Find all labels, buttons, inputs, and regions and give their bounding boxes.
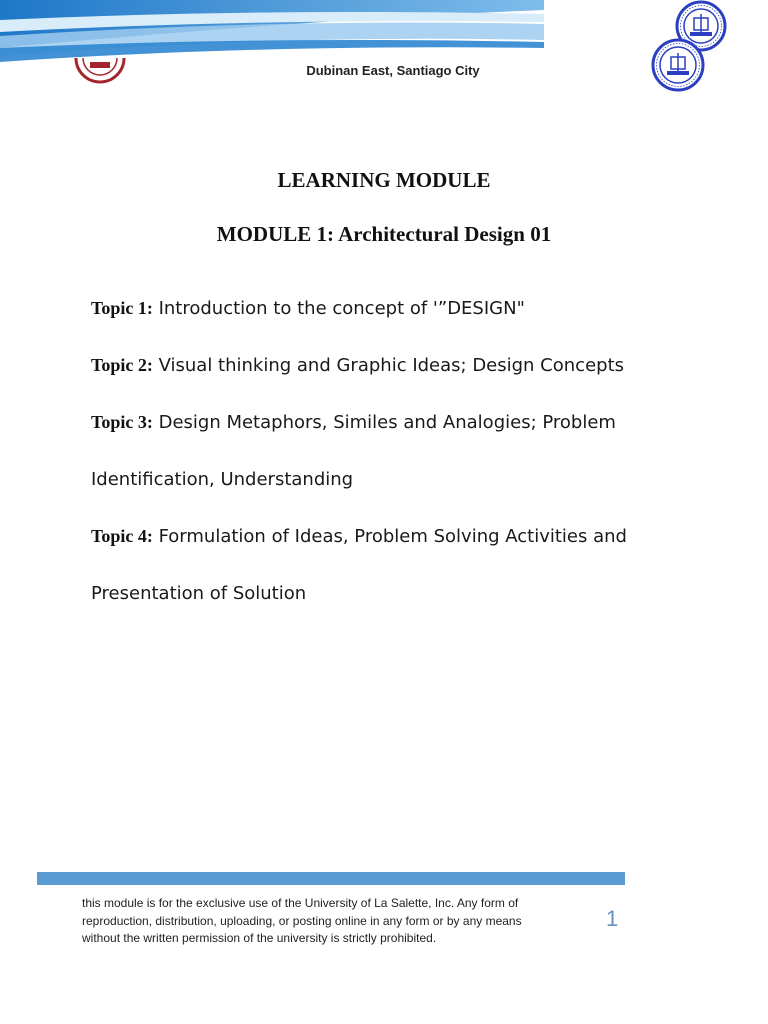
topic-4 (91, 526, 691, 547)
footer-note-line: reproduction, distribution, uploading, or posting online in any form or by any means (82, 913, 522, 928)
topic-label: Topic 4: (91, 526, 153, 546)
header-address: Dubinan East, Santiago City (306, 63, 480, 78)
footer-note-line: without the written permission of the university is strictly prohibited. (82, 931, 437, 945)
topic-3 (91, 412, 691, 433)
module-title: MODULE 1: Architectural Design 01 (216, 222, 552, 246)
university-seal-blue-icon (648, 38, 708, 92)
topic-2 (91, 355, 691, 376)
topic-text: Design Metaphors, Similes and Analogies; Problem (152, 412, 616, 433)
footer-copyright-note (82, 895, 562, 948)
page-number: 1 (606, 906, 619, 931)
topic-label: Topic 2: (91, 355, 153, 375)
footer-bar (37, 872, 625, 885)
topic-1 (91, 298, 691, 319)
document-title: LEARNING MODULE (277, 168, 491, 192)
footer-note-line: this module is for the exclusive use of the University of La Salette, Inc. Any form of (82, 896, 519, 910)
topic-text: Formulation of Ideas, Problem Solving Activities and (152, 526, 627, 547)
topic-3-continuation: Identification, Understanding (91, 469, 354, 490)
topic-text: Introduction to the concept of '”DESIGN" (152, 298, 525, 319)
topic-4-continuation: Presentation of Solution (91, 583, 307, 604)
topic-label: Topic 1: (91, 298, 153, 318)
topic-label: Topic 3: (91, 412, 153, 432)
topic-text: Visual thinking and Graphic Ideas; Design Concepts (152, 355, 625, 376)
